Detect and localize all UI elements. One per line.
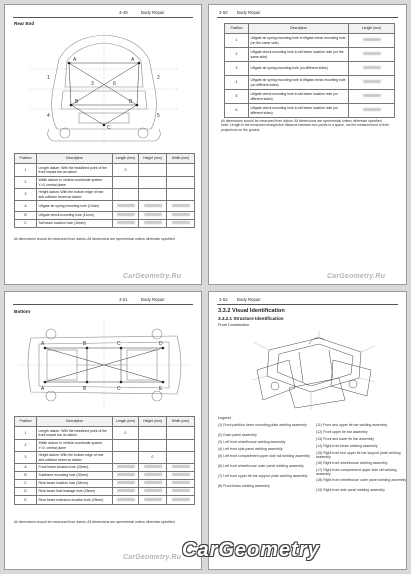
table-row: 3 Height datum: With the bottom edge of rear anti-collision beam as datum: [15, 189, 195, 201]
svg-text:4: 4: [47, 113, 50, 119]
header-title: Body Repair: [141, 297, 165, 302]
legend-item: (18) Right front wheelhouse outer panel welding assembly: [316, 478, 407, 482]
table-row: 5 Liftgate check mounting hole to tail beam location hole (on different sides): [225, 90, 395, 104]
svg-text:B: B: [129, 99, 133, 105]
table-row: 3 Liftgate air spring mounting hole (on different sides): [225, 62, 395, 76]
table-row: 2 Width datum: In vehicle coordinate system, Y=0, central plane: [15, 440, 195, 452]
table-row: 6 Liftgate check mounting hole to tail beam location hole (on different sides): [225, 104, 395, 118]
col-position: Position: [225, 24, 249, 34]
table-row: 4 Liftgate air spring mounting hole to liftgate check mounting hole (on different sides): [225, 76, 395, 90]
table-row: D Rear beam fluid leakage hole (28mm): [15, 488, 195, 496]
manual-page-bottom: [4, 291, 202, 570]
legend-title: Legend: [218, 416, 231, 420]
legend-item: (16) Right front wheelhouse welding assembly: [316, 461, 388, 465]
svg-text:C: C: [117, 341, 121, 347]
svg-text:A: A: [131, 57, 135, 63]
manual-page-visual-identification: [208, 291, 407, 570]
svg-text:3: 3: [91, 81, 94, 87]
page-number: 3-52: [219, 297, 228, 302]
col-length: Length (mm): [113, 154, 139, 164]
svg-text:C: C: [117, 386, 121, 392]
svg-text:5: 5: [157, 113, 160, 119]
col-description: Description: [37, 154, 113, 164]
svg-text:B: B: [75, 99, 79, 105]
section-title: Bottom: [14, 309, 31, 314]
svg-text:6: 6: [113, 81, 116, 87]
underbody-dimension-drawing: [17, 318, 191, 412]
col-description: Description: [249, 24, 349, 34]
col-width: Width (mm): [167, 417, 195, 427]
table-row: A Liftgate air spring mounting hole (12mm): [15, 201, 195, 212]
table-row: B Liftgate check mounting hole (11mm): [15, 212, 195, 220]
legend-item: (19) Right front side panel welding assembly: [316, 488, 385, 492]
col-position: Position: [15, 417, 37, 427]
table-note: All dimensions should be measured from datum. All dimensions are symmetrical unless otherwise specified.: [14, 237, 176, 241]
section-heading: 3.3.2 Visual Identification: [218, 308, 285, 314]
manual-page-rear-end: [4, 4, 202, 285]
front-structure-exploded-drawing: [249, 330, 379, 412]
col-height: Height (mm): [139, 154, 167, 164]
watermark: CarGeometry.Ru: [123, 554, 182, 561]
svg-text:2: 2: [157, 75, 160, 81]
legend-item: (6) Left front wheelhouse outer panel welding assembly: [218, 464, 304, 468]
dimension-table: [14, 153, 195, 228]
page-number: 3-51: [119, 297, 128, 302]
section-title: Rear End: [14, 21, 35, 26]
header-title: Body Repair: [237, 297, 261, 302]
svg-text:A: A: [73, 57, 77, 63]
table-row: 3 Height datum: With the bottom edge of rear anti-collision beam as datum 0: [15, 452, 195, 464]
legend-item: (3) Left front wheelhouse welding assembly: [218, 440, 286, 444]
table-note: All dimensions should be measured from datum. All dimensions are symmetrical unless otherwise specified. Note: Length is the measured straight-line distance between two points in a space, not the measurement of their projections on the ground.: [221, 119, 390, 132]
svg-text:B: B: [83, 386, 87, 392]
col-width: Width (mm): [167, 154, 195, 164]
table-row: A Front beam location hole (20mm): [15, 464, 195, 472]
table-row: C Tail beam location hole (16mm): [15, 220, 195, 228]
header-title: Body Repair: [237, 10, 261, 15]
table-note: All dimensions should be measured from datum. All dimensions are symmetrical unless otherwise specified.: [14, 520, 176, 524]
svg-text:B: B: [83, 341, 87, 347]
legend-item: (4) Left front side panel welding assembly: [218, 447, 283, 451]
legend-item: (1) Front partition lower mounting plate welding assembly: [218, 423, 307, 427]
legend-item: (14) Right front beam welding assembly: [316, 444, 378, 448]
col-length: Length (mm): [113, 417, 139, 427]
site-watermark: CarGeometry: [182, 539, 320, 561]
rear-end-dimension-drawing: [19, 29, 189, 147]
table-row: 1 Length datum: With the headlined point of the front impact bar as datum 0: [15, 427, 195, 440]
legend-item: (15) Right front tool upper tie bar support plate welding assembly: [316, 451, 401, 460]
table-row: 2 Liftgate check mounting hole to tail beam location hole (on the same side): [225, 48, 395, 62]
col-length: Length (mm): [349, 24, 395, 34]
svg-text:A: A: [41, 386, 45, 392]
table-row: C Rear beam location hole (28mm): [15, 480, 195, 488]
table-row: E Rear beam extension location hole (29mm): [15, 496, 195, 505]
svg-text:D: D: [159, 341, 163, 347]
subsection-heading: 3.3.2.1 Structure Identification: [218, 316, 284, 321]
page-number: 3-49: [119, 10, 128, 15]
col-height: Height (mm): [139, 417, 167, 427]
watermark: CarGeometry.Ru: [327, 273, 386, 280]
length-table: [224, 23, 395, 118]
table-row: B Subframe mounting hole (20mm): [15, 472, 195, 480]
dimension-table: [14, 416, 195, 505]
table-row: 2 Width datum: In vehicle coordinate system, Y=0, central plane: [15, 177, 195, 189]
legend-item: (17) Right front compartment upper side rail welding assembly: [316, 468, 397, 477]
watermark: CarGeometry.Ru: [123, 273, 182, 280]
legend-item: (12) Front upper tie bar assembly: [316, 430, 368, 434]
legend-item: (11) Front and upper tie bar welding assembly: [316, 423, 388, 427]
legend-item: (5) Left front compartment upper side rail welding assembly: [218, 454, 311, 458]
legend-item: (13) Front and lower tie bar assembly: [316, 437, 374, 441]
table-row: 1 Liftgate air spring mounting hole to liftgate check mounting hole (on the same side): [225, 34, 395, 48]
manual-page-rear-end-lengths: [208, 4, 407, 285]
svg-text:C: C: [107, 125, 111, 131]
page-number: 3-50: [219, 10, 228, 15]
col-description: Description: [37, 417, 113, 427]
table-row: 1 Length datum: With the headlined point of the front impact bar as datum 0: [15, 164, 195, 177]
legend-item: (7) Left front upper tie bar support plate welding assembly: [218, 474, 308, 478]
svg-text:E: E: [159, 386, 163, 392]
col-position: Position: [15, 154, 37, 164]
subsection-label: Front Construction: [218, 323, 250, 327]
svg-text:1: 1: [47, 75, 50, 81]
header-title: Body Repair: [141, 10, 165, 15]
svg-text:A: A: [41, 341, 45, 347]
legend-item: (8) Front beam welding assembly: [218, 484, 270, 488]
legend-item: (2) Dash panel assembly: [218, 433, 257, 437]
